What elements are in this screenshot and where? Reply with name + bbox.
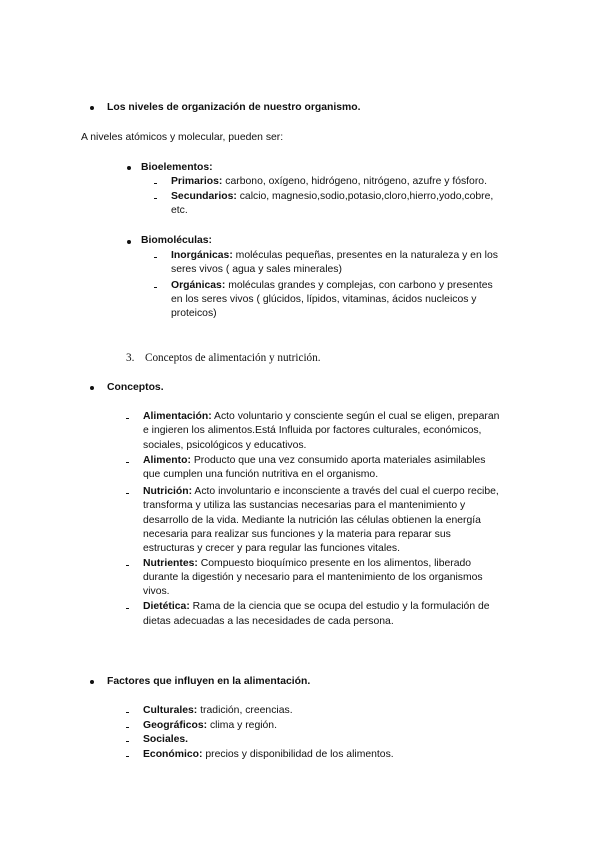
def-nutrientes-l2: durante la digestión y necesario para el mantenimiento de los organismos (143, 572, 483, 583)
item-inorganicas: Inorgánicas: moléculas pequeñas, presentes en la naturaleza y en los (171, 250, 498, 261)
def-alimentacion: Alimentación: Acto voluntario y consciente según el cual se eligen, preparan (143, 411, 500, 422)
heading-factores: Factores que influyen en la alimentación. (107, 676, 311, 687)
dash-marker (126, 608, 129, 609)
dash-marker (126, 565, 129, 566)
def-alimentacion-l3: sociales, psicológicos y educativos. (143, 440, 307, 451)
dash-marker (154, 287, 157, 288)
factor-sociales: Sociales. (143, 734, 189, 745)
def-alimento: Alimento: Producto que una vez consumido aporta materiales asimilables (143, 455, 486, 466)
dash-marker (126, 727, 129, 728)
def-alimentacion-l2: e ingieren los alimentos.Está Influida por factores culturales, económicos, (143, 425, 482, 436)
bullet-dot (90, 386, 94, 390)
def-nutricion: Nutrición: Acto involuntario e inconsciente a través del cual el cuerpo recibe, (143, 486, 499, 497)
def-nutricion-l4: necesaria para realizar sus funciones y la materia para reparar sus (143, 529, 451, 540)
heading-niveles: Los niveles de organización de nuestro organismo. (107, 102, 361, 113)
dash-marker (126, 741, 129, 742)
factor-economico: Económico: precios y disponibilidad de los alimentos. (143, 749, 394, 760)
item-organicas-cont1: en los seres vivos ( glúcidos, lípidos, vitaminas, ácidos nucleicos y (171, 294, 477, 305)
def-nutrientes: Nutrientes: Compuesto bioquímico presente en los alimentos, liberado (143, 558, 472, 569)
section-title: Conceptos de alimentación y nutrición. (145, 352, 321, 364)
def-nutricion-l3: desarrollo de la vida. Mediante la nutrición las células obtienen la energía (143, 515, 481, 526)
def-dietetica: Dietética: Rama de la ciencia que se ocupa del estudio y la formulación de (143, 601, 490, 612)
bullet-dot (127, 166, 131, 170)
item-secundarios-cont: etc. (171, 205, 188, 216)
dash-marker (154, 198, 157, 199)
item-inorganicas-cont: seres vivos ( agua y sales minerales) (171, 264, 342, 275)
dash-marker (126, 712, 129, 713)
bullet-dot (127, 240, 131, 244)
dash-marker (154, 183, 157, 184)
item-organicas: Orgánicas: moléculas grandes y complejas, con carbono y presentes (171, 280, 493, 291)
def-dietetica-l2: dietas adecuadas a las necesidades de cada persona. (143, 616, 394, 627)
def-nutricion-l2: transforma y utiliza las sustancias necesarias para el mantenimiento y (143, 500, 466, 511)
def-alimento-l2: que cumplen una función nutritiva en el organismo. (143, 469, 379, 480)
intro-text: A niveles atómicos y molecular, pueden ser: (81, 132, 284, 143)
heading-biomoleculas: Biomoléculas: (141, 235, 213, 246)
factor-culturales: Culturales: tradición, creencias. (143, 705, 293, 716)
dash-marker (126, 493, 129, 494)
heading-conceptos: Conceptos. (107, 382, 164, 393)
item-secundarios: Secundarios: calcio, magnesio,sodio,potasio,cloro,hierro,yodo,cobre, (171, 191, 494, 202)
heading-bioelementos: Bioelementos: (141, 162, 213, 173)
bullet-dot (90, 680, 94, 684)
bullet-dot (90, 106, 94, 110)
dash-marker (126, 756, 129, 757)
def-nutrientes-l3: vivos. (143, 586, 170, 597)
dash-marker (126, 462, 129, 463)
def-nutricion-l5: estructuras y crecer y para regular las funciones vitales. (143, 543, 400, 554)
dash-marker (126, 418, 129, 419)
section-number: 3. (126, 352, 135, 364)
dash-marker (154, 257, 157, 258)
item-primarios: Primarios: carbono, oxígeno, hidrógeno, nitrógeno, azufre y fósforo. (171, 176, 487, 187)
factor-geograficos: Geográficos: clima y región. (143, 720, 277, 731)
item-organicas-cont2: proteicos) (171, 308, 217, 319)
